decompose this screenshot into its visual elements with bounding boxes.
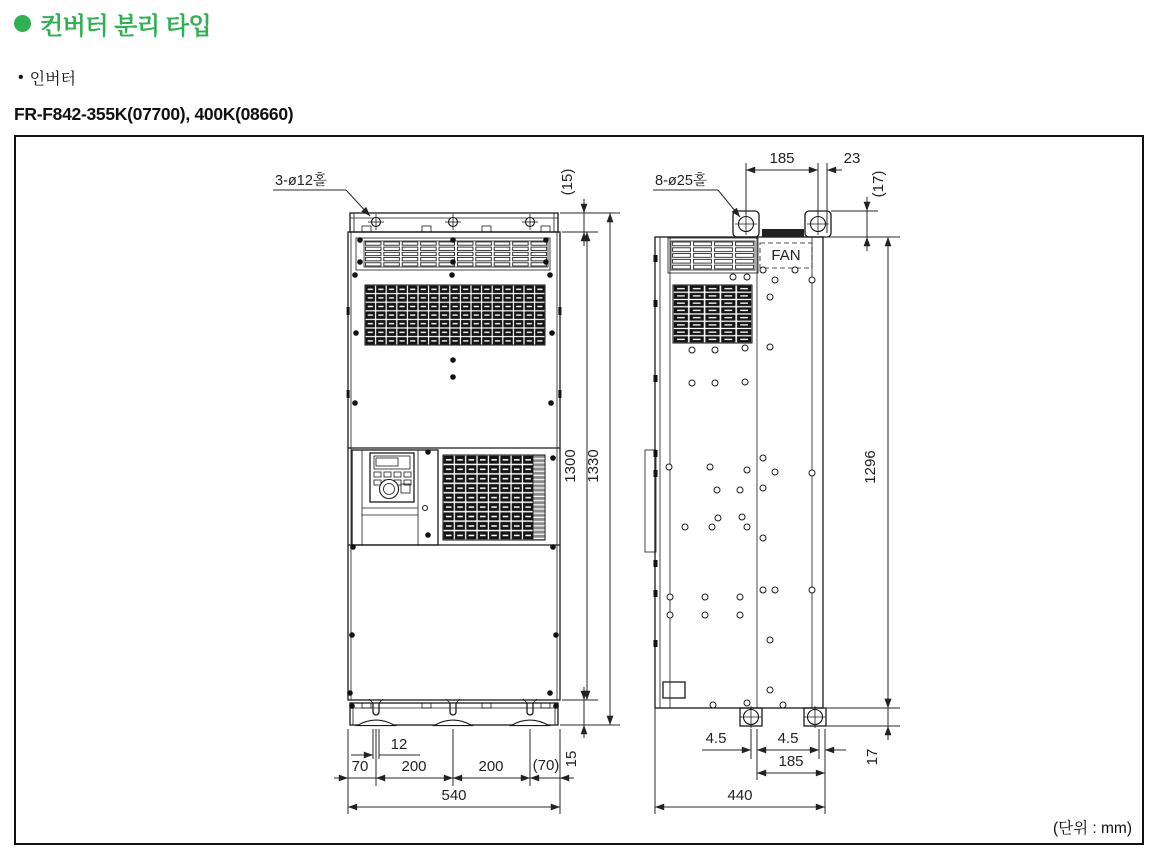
subsection-title	[18, 66, 76, 89]
dim-front-overall-width: 540	[441, 787, 467, 804]
front-louver-vent	[364, 241, 548, 267]
dim-side-height: 1296	[862, 450, 879, 484]
bottom-mount-slot	[446, 699, 460, 715]
dim-side-bottom-gap: 17	[864, 748, 881, 766]
dim-side-rear-offset: 23	[843, 150, 861, 167]
top-mount-hole	[445, 214, 461, 230]
dim-front-pitch-left: 200	[401, 758, 427, 775]
side-louver-vent	[671, 241, 755, 270]
top-mount-hole	[368, 214, 384, 230]
side-top-mount-hole	[735, 213, 757, 235]
dim-front-offset-left: 70	[351, 758, 369, 775]
front-hole-callout: 3-ø12홀	[275, 173, 327, 189]
side-view-drawing	[645, 150, 900, 814]
dim-side-top-pitch: 185	[769, 150, 795, 167]
bottom-mount-slot	[523, 699, 537, 715]
dim-side-top-gap: (17)	[870, 170, 887, 198]
section-title: 컨버터 분리 타입	[40, 13, 212, 40]
item-bullet-icon: •	[18, 68, 24, 86]
fan-label: FAN	[771, 247, 801, 264]
side-access-opening	[663, 682, 685, 698]
section-bullet-icon	[14, 15, 31, 32]
dim-front-bottom-gap: 15	[563, 750, 580, 768]
unit-note: (단위 : mm)	[1052, 820, 1132, 837]
keypad-dial	[380, 480, 399, 499]
dim-side-overall-width: 440	[727, 787, 753, 804]
dim-side-bottom-pitch: 185	[778, 753, 804, 770]
section-title-row	[14, 6, 211, 41]
model-title: FR-F842-355K(07700), 400K(08660)	[14, 104, 294, 124]
side-hole-callout: 8-ø25홀	[655, 173, 707, 189]
front-upper-vent-grille	[365, 285, 545, 345]
operator-panel	[352, 450, 438, 545]
top-mount-hole	[522, 214, 538, 230]
technical-drawing	[16, 137, 1142, 843]
side-bottom-mount-hole	[804, 706, 826, 728]
front-view-drawing	[273, 169, 620, 814]
side-vent-grille	[673, 285, 752, 343]
dim-front-top-gap: (15)	[559, 168, 576, 196]
dim-front-overall-height: 1330	[585, 449, 602, 483]
dim-front-slot-width: 12	[390, 736, 408, 753]
side-top-mount-hole	[807, 213, 829, 235]
subsection-label: 인버터	[29, 71, 76, 88]
dim-front-inner-height: 1300	[562, 449, 579, 483]
drawing-box	[14, 135, 1144, 845]
front-middle-vent-grille	[443, 455, 545, 540]
dim-side-foot-front: 4.5	[705, 730, 727, 747]
dim-side-foot-rear: 4.5	[777, 730, 799, 747]
dim-front-offset-right: (70)	[532, 757, 560, 774]
dim-front-pitch-right: 200	[478, 758, 504, 775]
side-bottom-mount-hole	[740, 706, 762, 728]
